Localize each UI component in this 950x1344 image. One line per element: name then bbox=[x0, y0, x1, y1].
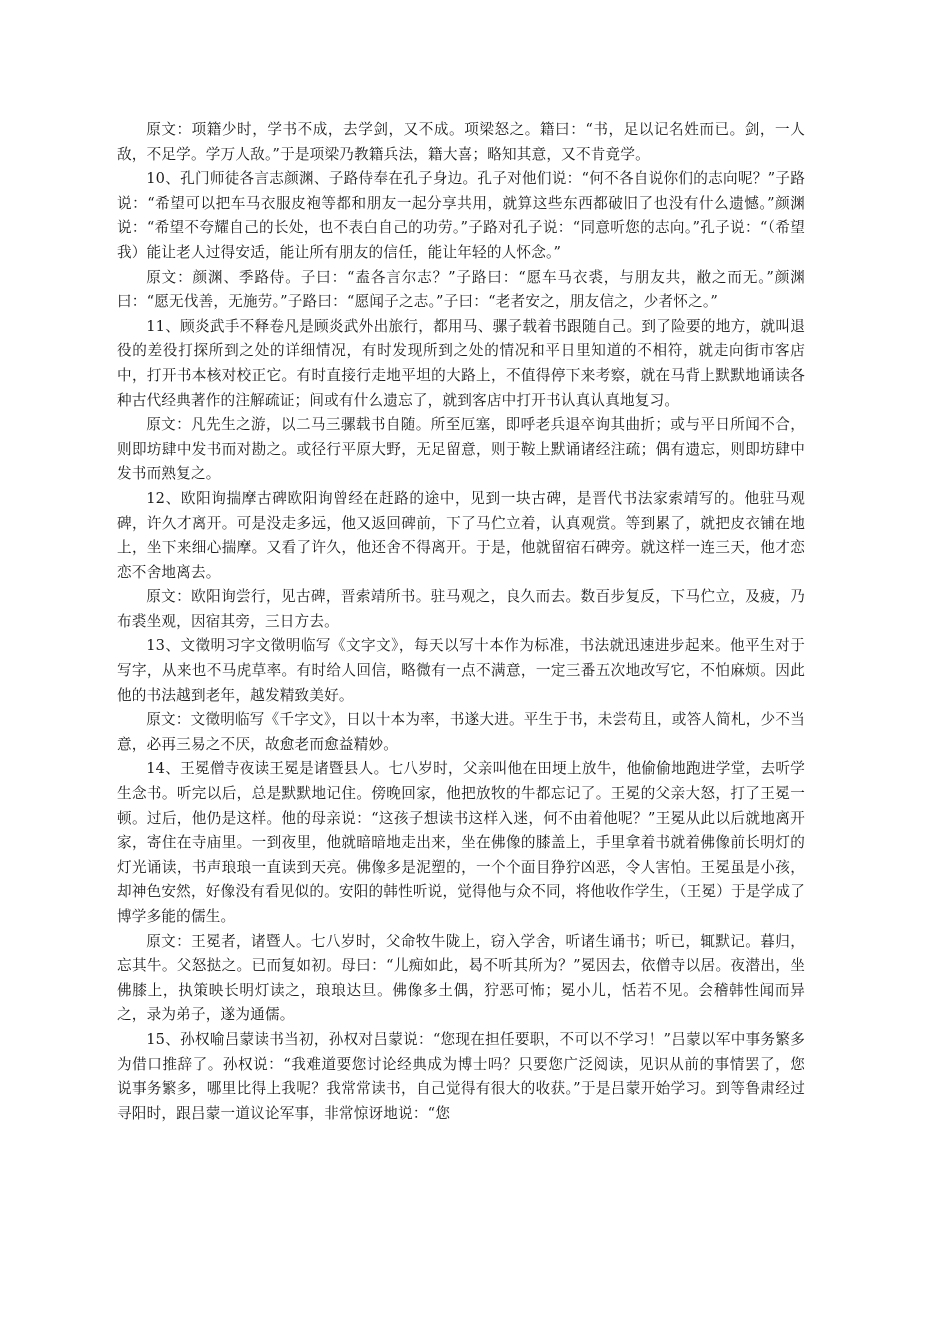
paragraph-12-original: 原文：欧阳询尝行，见古碑，晋索靖所书。驻马观之，良久而去。数百步复反，下马伫立，及疲，乃布裘坐观，因宿其旁，三日方去。 bbox=[117, 588, 805, 630]
paragraph-11-translation: 11、顾炎武手不释卷凡是顾炎武外出旅行，都用马、骡子载着书跟随自己。到了险要的地方，就叫退役的差役打探所到之处的详细情况，有时发现所到之处的情况和平日里知道的不相符，就走向街市客店中，打开书本核对校正它。有时直接行走地平坦的大路上，不值得停下来考察，就在马背上默默地诵读各种古代经典著作的注解疏证；间或有什么遗忘了，就到客店中打开书认真认真地复习。 bbox=[117, 317, 805, 409]
paragraph-15-translation: 15、孙权喻吕蒙读书当初，孙权对吕蒙说：“您现在担任要职，不可以不学习！”吕蒙以军中事务繁多为借口推辞了。孙权说：“我难道要您讨论经典成为博士吗？只要您广泛阅读，见识从前的事情罢了，您说事务繁多，哪里比得上我呢？我常常读书，自己觉得有很大的收获。”于是吕蒙开始学习。到等鲁肃经过寻阳时，跟吕蒙一道议论军事，非常惊讶地说：“您 bbox=[117, 1030, 805, 1122]
paragraph-14-original: 原文：王冕者，诸暨人。七八岁时，父命牧牛陇上，窃入学舍，听诸生诵书；听已，辄默记。暮归，忘其牛。父怒挞之。已而复如初。母曰：“儿痴如此，曷不听其所为？”冕因去，依僧寺以居。夜潜出，坐佛膝上，执策映长明灯读之，琅琅达旦。佛像多土偶，狞恶可怖；冕小儿，恬若不见。会稽韩性闻而异之，录为弟子，遂为通儒。 bbox=[117, 932, 805, 1024]
paragraph-13-original: 原文：文徵明临写《千字文》，日以十本为率，书遂大进。平生于书，未尝苟且，或答人简札，少不当意，必再三易之不厌，故愈老而愈益精妙。 bbox=[117, 711, 805, 753]
paragraph-10-original: 原文：颜渊、季路侍。子曰：“盍各言尔志？”子路曰：“愿车马衣裘，与朋友共，敝之而无。”颜渊曰：“愿无伐善，无施劳。”子路曰：“愿闻子之志。”子曰：“老者安之，朋友信之，少者怀之。” bbox=[117, 268, 805, 311]
paragraph-12-translation: 12、欧阳询揣摩古碑欧阳询曾经在赶路的途中，见到一块古碑，是晋代书法家索靖写的。他驻马观碑，许久才离开。可是没走多远，他又返回碑前，下了马伫立着，认真观赏。等到累了，就把皮衣铺在地上，坐下来细心揣摩。又看了许久，他还舍不得离开。于是，他就留宿石碑旁。就这样一连三天，他才恋恋不舍地离去。 bbox=[117, 489, 805, 581]
paragraph-10-translation: 10、孔门师徒各言志颜渊、子路侍奉在孔子身边。孔子对他们说：“何不各自说你们的志向呢？”子路说：“希望可以把车马衣服皮袍等都和朋友一起分享共用，就算这些东西都破旧了也没有什么遗憾。”颜渊说：“希望不夸耀自己的长处，也不表白自己的功劳。”子路对孔子说：“同意听您的志向。”孔子说：“（希望我）能让老人过得安适，能让所有朋友的信任，能让年轻的人怀念。” bbox=[117, 170, 805, 261]
paragraph-11-original: 原文：凡先生之游，以二马三骡载书自随。所至厄塞，即呼老兵退卒询其曲折；或与平日所闻不合，则即坊肆中发书而对勘之。或径行平原大野，无足留意，则于鞍上默诵诸经注疏；偶有遗忘，则即坊肆中发书而熟复之。 bbox=[117, 416, 805, 483]
paragraph-xiangji-original: 原文：项籍少时，学书不成，去学剑，又不成。项梁怒之。籍曰：“书，足以记名姓而已。剑，一人敌，不足学。学万人敌。”于是项梁乃教籍兵法，籍大喜；略知其意，又不肯竟学。 bbox=[117, 121, 805, 163]
paragraph-13-translation: 13、文徵明习字文徵明临写《文字文》，每天以写十本作为标准，书法就迅速进步起来。他平生对于写字，从来也不马虎草率。有时给人回信，略微有一点不满意，一定三番五次地改写它，不怕麻烦。因此他的书法越到老年，越发精致美好。 bbox=[117, 637, 805, 704]
document-body bbox=[117, 118, 805, 1126]
paragraph-14-translation: 14、王冕僧寺夜读王冕是诸暨县人。七八岁时，父亲叫他在田埂上放牛，他偷偷地跑进学堂，去听学生念书。听完以后，总是默默地记住。傍晚回家，他把放牧的牛都忘记了。王冕的父亲大怒，打了王冕一顿。过后，他仍是这样。他的母亲说：“这孩子想读书这样入迷，何不由着他呢？”王冕从此以后就地离开家，寄住在寺庙里。一到夜里，他就暗暗地走出来，坐在佛像的膝盖上，手里拿着书就着佛像前长明灯的灯光诵读，书声琅琅一直读到天亮。佛像多是泥塑的，一个个面目狰狞凶恶，令人害怕。王冕虽是小孩，却神色安然，好像没有看见似的。安阳的韩性听说，觉得他与众不同，将他收作学生，（王冕）于是学成了博学多能的儒生。 bbox=[117, 760, 806, 925]
